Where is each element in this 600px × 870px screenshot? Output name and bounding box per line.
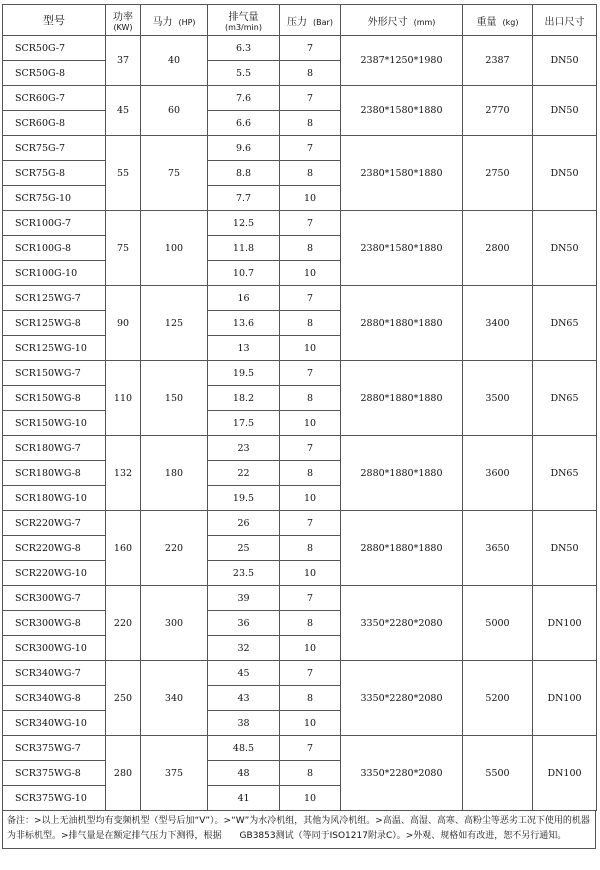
outlet-cell: DN100 bbox=[533, 736, 597, 811]
table-row bbox=[3, 436, 597, 461]
pressure-cell: 8 bbox=[280, 161, 341, 186]
pressure-cell: 8 bbox=[280, 61, 341, 86]
weight-cell: 2800 bbox=[463, 211, 533, 286]
pressure-cell: 8 bbox=[280, 461, 341, 486]
dims-cell: 2880*1880*1880 bbox=[341, 361, 463, 436]
flow-cell: 41 bbox=[208, 786, 280, 811]
hp-cell: 180 bbox=[141, 436, 208, 511]
flow-cell: 8.8 bbox=[208, 161, 280, 186]
model-cell: SCR100G-7 bbox=[3, 211, 106, 236]
table-row bbox=[3, 361, 597, 386]
flow-cell: 48.5 bbox=[208, 736, 280, 761]
hp-cell: 100 bbox=[141, 211, 208, 286]
model-cell: SCR340WG-10 bbox=[3, 711, 106, 736]
flow-cell: 19.5 bbox=[208, 486, 280, 511]
header-dims: 外形尺寸 (mm) bbox=[341, 5, 463, 36]
table-row bbox=[3, 511, 597, 536]
model-cell: SCR180WG-8 bbox=[3, 461, 106, 486]
pressure-cell: 8 bbox=[280, 686, 341, 711]
hp-cell: 300 bbox=[141, 586, 208, 661]
flow-cell: 48 bbox=[208, 761, 280, 786]
flow-cell: 7.6 bbox=[208, 86, 280, 111]
model-cell: SCR220WG-8 bbox=[3, 536, 106, 561]
dims-cell: 3350*2280*2080 bbox=[341, 661, 463, 736]
outlet-cell: DN65 bbox=[533, 361, 597, 436]
spec-table-body bbox=[3, 36, 597, 811]
outlet-cell: DN100 bbox=[533, 586, 597, 661]
flow-cell: 19.5 bbox=[208, 361, 280, 386]
weight-cell: 3400 bbox=[463, 286, 533, 361]
flow-cell: 32 bbox=[208, 636, 280, 661]
header-row bbox=[3, 5, 597, 36]
model-cell: SCR150WG-7 bbox=[3, 361, 106, 386]
model-cell: SCR375WG-8 bbox=[3, 761, 106, 786]
flow-cell: 13.6 bbox=[208, 311, 280, 336]
power-cell: 250 bbox=[106, 661, 141, 736]
flow-cell: 23.5 bbox=[208, 561, 280, 586]
hp-cell: 75 bbox=[141, 136, 208, 211]
weight-cell: 3500 bbox=[463, 361, 533, 436]
outlet-cell: DN100 bbox=[533, 661, 597, 736]
flow-cell: 12.5 bbox=[208, 211, 280, 236]
model-cell: SCR75G-7 bbox=[3, 136, 106, 161]
flow-cell: 5.5 bbox=[208, 61, 280, 86]
pressure-cell: 10 bbox=[280, 786, 341, 811]
model-cell: SCR100G-8 bbox=[3, 236, 106, 261]
table-row bbox=[3, 36, 597, 61]
model-cell: SCR300WG-8 bbox=[3, 611, 106, 636]
pressure-cell: 8 bbox=[280, 111, 341, 136]
model-cell: SCR100G-10 bbox=[3, 261, 106, 286]
flow-cell: 38 bbox=[208, 711, 280, 736]
model-cell: SCR150WG-10 bbox=[3, 411, 106, 436]
pressure-cell: 7 bbox=[280, 736, 341, 761]
flow-cell: 23 bbox=[208, 436, 280, 461]
header-outlet: 出口尺寸 bbox=[533, 5, 597, 36]
pressure-cell: 8 bbox=[280, 311, 341, 336]
pressure-cell: 7 bbox=[280, 361, 341, 386]
dims-cell: 3350*2280*2080 bbox=[341, 736, 463, 811]
flow-cell: 36 bbox=[208, 611, 280, 636]
header-flow: 排气量 (m3/min) bbox=[208, 5, 280, 36]
table-row bbox=[3, 86, 597, 111]
dims-cell: 2880*1880*1880 bbox=[341, 286, 463, 361]
flow-cell: 18.2 bbox=[208, 386, 280, 411]
model-cell: SCR125WG-8 bbox=[3, 311, 106, 336]
weight-cell: 5200 bbox=[463, 661, 533, 736]
pressure-cell: 7 bbox=[280, 586, 341, 611]
model-cell: SCR375WG-7 bbox=[3, 736, 106, 761]
weight-cell: 3600 bbox=[463, 436, 533, 511]
pressure-cell: 7 bbox=[280, 86, 341, 111]
dims-cell: 2880*1880*1880 bbox=[341, 436, 463, 511]
model-cell: SCR50G-8 bbox=[3, 61, 106, 86]
model-cell: SCR150WG-8 bbox=[3, 386, 106, 411]
dims-cell: 2380*1580*1880 bbox=[341, 86, 463, 136]
pressure-cell: 10 bbox=[280, 636, 341, 661]
dims-cell: 3350*2280*2080 bbox=[341, 586, 463, 661]
pressure-cell: 8 bbox=[280, 386, 341, 411]
flow-cell: 6.3 bbox=[208, 36, 280, 61]
outlet-cell: DN50 bbox=[533, 36, 597, 86]
pressure-cell: 7 bbox=[280, 286, 341, 311]
model-cell: SCR375WG-10 bbox=[3, 786, 106, 811]
pressure-cell: 10 bbox=[280, 186, 341, 211]
model-cell: SCR300WG-10 bbox=[3, 636, 106, 661]
flow-cell: 22 bbox=[208, 461, 280, 486]
flow-cell: 39 bbox=[208, 586, 280, 611]
flow-cell: 45 bbox=[208, 661, 280, 686]
power-cell: 55 bbox=[106, 136, 141, 211]
model-cell: SCR60G-8 bbox=[3, 111, 106, 136]
outlet-cell: DN50 bbox=[533, 136, 597, 211]
pressure-cell: 8 bbox=[280, 536, 341, 561]
hp-cell: 375 bbox=[141, 736, 208, 811]
table-row bbox=[3, 586, 597, 611]
outlet-cell: DN50 bbox=[533, 511, 597, 586]
table-row bbox=[3, 211, 597, 236]
dims-cell: 2380*1580*1880 bbox=[341, 211, 463, 286]
pressure-cell: 10 bbox=[280, 411, 341, 436]
table-row bbox=[3, 736, 597, 761]
model-cell: SCR60G-7 bbox=[3, 86, 106, 111]
weight-cell: 2770 bbox=[463, 86, 533, 136]
header-model: 型号 bbox=[3, 5, 106, 36]
flow-cell: 10.7 bbox=[208, 261, 280, 286]
weight-cell: 5500 bbox=[463, 736, 533, 811]
flow-cell: 7.7 bbox=[208, 186, 280, 211]
flow-cell: 25 bbox=[208, 536, 280, 561]
pressure-cell: 7 bbox=[280, 661, 341, 686]
outlet-cell: DN65 bbox=[533, 286, 597, 361]
weight-cell: 5000 bbox=[463, 586, 533, 661]
hp-cell: 340 bbox=[141, 661, 208, 736]
model-cell: SCR125WG-10 bbox=[3, 336, 106, 361]
flow-cell: 6.6 bbox=[208, 111, 280, 136]
pressure-cell: 7 bbox=[280, 136, 341, 161]
dims-cell: 2380*1580*1880 bbox=[341, 136, 463, 211]
power-cell: 160 bbox=[106, 511, 141, 586]
flow-cell: 13 bbox=[208, 336, 280, 361]
power-cell: 37 bbox=[106, 36, 141, 86]
table-row bbox=[3, 286, 597, 311]
model-cell: SCR125WG-7 bbox=[3, 286, 106, 311]
footnote: 备注：>以上无油机型均有变频机型（型号后加“V”）。>“W”为水冷机组，其他为风冷机组。>高温、高湿、高寒、高粉尘等恶劣工况下使用的机器为非标机型。>排气量是在额定排气压力下测得，根据 GB3853测试（等同于ISO1217附录C）。>外观、规格如有改进，恕不另行通知。 bbox=[2, 811, 596, 849]
spec-table bbox=[2, 4, 597, 811]
dims-cell: 2880*1880*1880 bbox=[341, 511, 463, 586]
model-cell: SCR75G-10 bbox=[3, 186, 106, 211]
header-pressure: 压力 (Bar) bbox=[280, 5, 341, 36]
hp-cell: 150 bbox=[141, 361, 208, 436]
flow-cell: 43 bbox=[208, 686, 280, 711]
pressure-cell: 8 bbox=[280, 761, 341, 786]
header-power: 功率 (KW) bbox=[106, 5, 141, 36]
outlet-cell: DN65 bbox=[533, 436, 597, 511]
power-cell: 132 bbox=[106, 436, 141, 511]
pressure-cell: 8 bbox=[280, 611, 341, 636]
hp-cell: 40 bbox=[141, 36, 208, 86]
model-cell: SCR180WG-10 bbox=[3, 486, 106, 511]
spec-sheet bbox=[2, 4, 596, 849]
pressure-cell: 10 bbox=[280, 561, 341, 586]
pressure-cell: 8 bbox=[280, 236, 341, 261]
pressure-cell: 7 bbox=[280, 436, 341, 461]
flow-cell: 26 bbox=[208, 511, 280, 536]
dims-cell: 2387*1250*1980 bbox=[341, 36, 463, 86]
pressure-cell: 10 bbox=[280, 336, 341, 361]
power-cell: 280 bbox=[106, 736, 141, 811]
model-cell: SCR220WG-7 bbox=[3, 511, 106, 536]
header-hp: 马力 (HP) bbox=[141, 5, 208, 36]
power-cell: 45 bbox=[106, 86, 141, 136]
model-cell: SCR180WG-7 bbox=[3, 436, 106, 461]
flow-cell: 16 bbox=[208, 286, 280, 311]
pressure-cell: 10 bbox=[280, 711, 341, 736]
header-weight: 重量 (kg) bbox=[463, 5, 533, 36]
weight-cell: 2750 bbox=[463, 136, 533, 211]
hp-cell: 125 bbox=[141, 286, 208, 361]
power-cell: 75 bbox=[106, 211, 141, 286]
table-row bbox=[3, 661, 597, 686]
flow-cell: 11.8 bbox=[208, 236, 280, 261]
power-cell: 220 bbox=[106, 586, 141, 661]
hp-cell: 60 bbox=[141, 86, 208, 136]
hp-cell: 220 bbox=[141, 511, 208, 586]
model-cell: SCR300WG-7 bbox=[3, 586, 106, 611]
pressure-cell: 7 bbox=[280, 211, 341, 236]
model-cell: SCR50G-7 bbox=[3, 36, 106, 61]
weight-cell: 2387 bbox=[463, 36, 533, 86]
table-row bbox=[3, 136, 597, 161]
flow-cell: 9.6 bbox=[208, 136, 280, 161]
model-cell: SCR340WG-7 bbox=[3, 661, 106, 686]
power-cell: 90 bbox=[106, 286, 141, 361]
pressure-cell: 10 bbox=[280, 486, 341, 511]
model-cell: SCR220WG-10 bbox=[3, 561, 106, 586]
power-cell: 110 bbox=[106, 361, 141, 436]
outlet-cell: DN50 bbox=[533, 211, 597, 286]
outlet-cell: DN50 bbox=[533, 86, 597, 136]
model-cell: SCR75G-8 bbox=[3, 161, 106, 186]
weight-cell: 3650 bbox=[463, 511, 533, 586]
model-cell: SCR340WG-8 bbox=[3, 686, 106, 711]
pressure-cell: 7 bbox=[280, 36, 341, 61]
flow-cell: 17.5 bbox=[208, 411, 280, 436]
pressure-cell: 7 bbox=[280, 511, 341, 536]
pressure-cell: 10 bbox=[280, 261, 341, 286]
